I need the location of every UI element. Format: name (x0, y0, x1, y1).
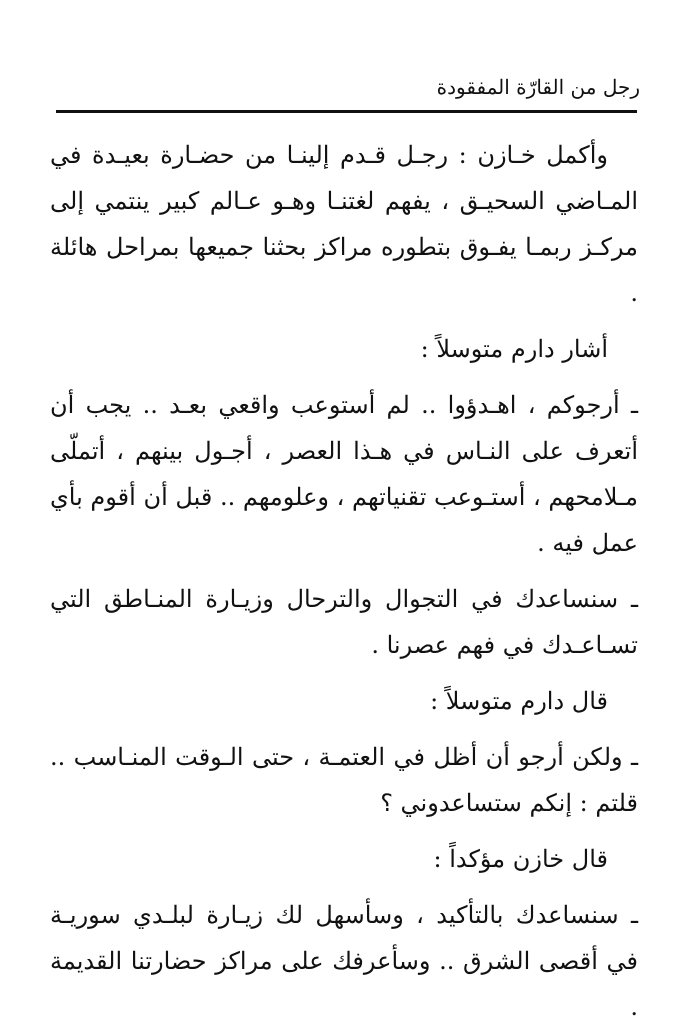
paragraph-dialogue: ـ أرجوكم ، اهـدؤوا .. لم أستوعب واقعي بعـد .. يجب أن أتعرف على النـاس في هـذا العصر ، أجـول بينهم ، أتملّى مـلامحهم ، أستـوعب تقنياتهم ، وعلومهم .. قبل أن أقوم بأي عمل فيه . (50, 391, 638, 557)
header-rule (56, 110, 637, 113)
paragraph-speaker-intro: قال خازن مؤكداً : (433, 845, 608, 873)
paragraph-speaker-intro: أشار دارم متوسلاً : (420, 335, 608, 363)
running-header: رجل من القارّة المفقودة (436, 75, 640, 99)
paragraph-speaker-intro: قال دارم متوسلاً : (430, 687, 608, 715)
paragraph-dialogue: ـ ولكن أرجو أن أظل في العتمـة ، حتى الـوقت المنـاسب .. قلتم : إنكم ستساعدوني ؟ (50, 743, 638, 817)
paragraph-dialogue: ـ سنساعدك في التجوال والترحال وزيـارة المنـاطق التي تسـاعـدك في فهم عصرنا . (50, 585, 638, 659)
paragraph-dialogue: ـ سنساعدك بالتأكيد ، وسأسهل لك زيـارة لبلـدي سوريـة في أقصى الشرق .. وسأعرفك على مراكز حضارتنا القديمة . (50, 901, 638, 1021)
body-text (50, 132, 638, 1030)
paragraph-narration: وأكمل خـازن : رجـل قـدم إلينـا من حضـارة بعيـدة في المـاضي السحيـق ، يفهم لغتنـا وهـو عـالم كبير ينتمي إلى مركـز ربمـا يفـوق بتطوره مراكز بحثنا جميعها بمراحل هائلة . (50, 141, 638, 307)
